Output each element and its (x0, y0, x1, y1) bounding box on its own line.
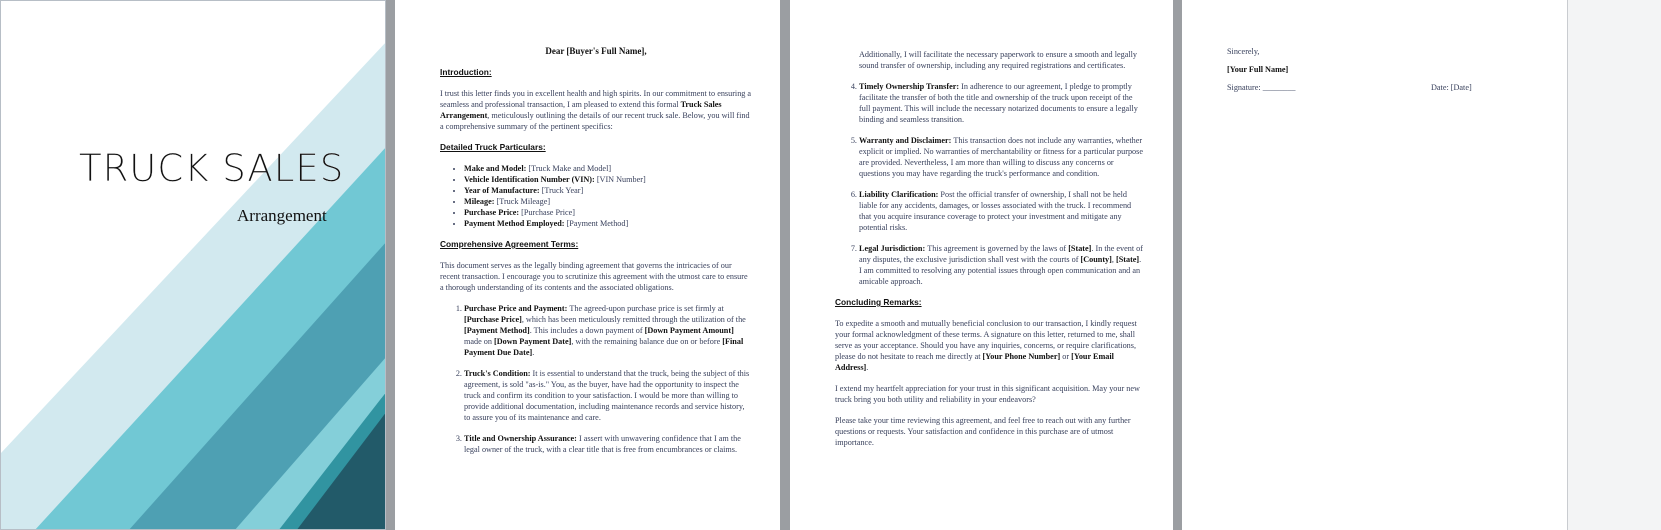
concluding-paragraph-1 (835, 318, 1145, 373)
text-run: Additionally, I will facilitate the necessary paperwork to ensure a smooth and legally sound transfer of ownership, including any required registrations and certificates. (859, 50, 1137, 70)
bold-text: Warranty and Disclaimer: (859, 136, 954, 145)
bold-text: Timely Ownership Transfer: (859, 82, 962, 91)
text-run: Post the official transfer of ownership, I shall not be held liable for any accidents, damages, or losses associated with the truck. I recommend that you acquire insurance coverage to protect your investment and mitigate any potential risks. (859, 190, 1132, 232)
bold-text: Liability Clarification: (859, 190, 941, 199)
particulars-list (440, 163, 752, 229)
list-item (859, 81, 1145, 125)
closing: Sincerely, (1227, 47, 1260, 56)
text-run: [Payment Method] (566, 219, 629, 228)
bold-text: [Your Email Address] (835, 352, 1114, 372)
terms-list-continued (835, 81, 1145, 287)
terms-list (440, 303, 752, 455)
list-item (859, 243, 1145, 287)
bold-text: Purchase Price and Payment: (464, 304, 570, 313)
list-item (464, 303, 752, 358)
list-item (859, 189, 1145, 233)
bold-text: Year of Manufacture: (464, 186, 542, 195)
list-item (464, 185, 752, 196)
bold-text: [Payment Method] (464, 326, 530, 335)
viewer-background (1567, 0, 1661, 530)
text-run: . I am committed to resolving any potential issues through open communication and an amicable approach. (859, 255, 1142, 286)
bold-text: Vehicle Identification Number (VIN): (464, 175, 597, 184)
list-item (464, 196, 752, 207)
terms-paragraph (440, 260, 752, 293)
text-run: Please take your time reviewing this agreement, and feel free to reach out with any further questions or requests. Your satisfaction and confidence in this purchase are of utmost importance. (835, 416, 1131, 447)
page-4 (1182, 0, 1567, 530)
salutation: Dear [Buyer's Full Name], (545, 46, 647, 56)
heading-introduction: Introduction: (440, 67, 492, 77)
cover-title: TRUCK SALES (79, 147, 345, 190)
list-item (464, 368, 752, 423)
list-item (464, 163, 752, 174)
cover-subtitle: Arrangement (237, 206, 327, 225)
bold-text: [Your Phone Number] (982, 352, 1061, 361)
bold-text: [Purchase Price] (464, 315, 522, 324)
heading-truck-particulars: Detailed Truck Particulars: (440, 142, 546, 152)
text-run: This document serves as the legally binding agreement that governs the intricacies of our recent transaction. I encourage you to scrutinize this agreement with the utmost care to ensure a thorough understanding of its contents and the associated obligations. (440, 261, 748, 292)
heading-concluding-remarks: Concluding Remarks: (835, 297, 922, 307)
text-run: . This includes a down payment of (529, 326, 645, 335)
bold-text: Truck Sales Arrangement (440, 100, 722, 120)
text-run: [Truck Mileage] (496, 197, 551, 206)
text-run: This agreement is governed by the laws of (927, 244, 1069, 253)
list-item (859, 135, 1145, 179)
text-run: In adherence to our agreement, I pledge to promptly facilitate the transfer of both the title and ownership of the truck upon receipt of the full payment. This will include the necessary notarized documents to ensure a legally binding and seamless transition. (859, 82, 1138, 124)
bold-text: Truck's Condition: (464, 369, 533, 378)
continued-paragraph (859, 49, 1145, 71)
text-run: It is essential to understand that the truck, being the subject of this agreement, is sold "as-is." You, as the buyer, have had the opportunity to inspect the truck and confirm its condition to your satisfaction. I would be more than willing to provide additional documentation, including maintenance records and service history, to assure you of its maintenance and care. (464, 369, 750, 422)
text-run: or (1060, 352, 1072, 361)
text-run: [VIN Number] (596, 175, 646, 184)
text-run: , (1111, 255, 1116, 264)
page-3 (790, 0, 1173, 530)
page-cover (0, 0, 386, 530)
sender-name: [Your Full Name] (1227, 65, 1289, 74)
text-run: To expedite a smooth and mutually beneficial conclusion to our transaction, I kindly request your formal acknowledgment of these terms. A signature on this letter, returned to me, shall serve as your acceptance. Should you have any inquiries, concerns, or require clarifications, please do not hesitate to reach me directly at (835, 319, 1137, 361)
list-item (464, 174, 752, 185)
bold-text: [Down Payment Amount] (644, 326, 734, 335)
text-run: The agreed-upon purchase price is set firmly at (569, 304, 724, 313)
bold-text: [Final Payment Due Date] (464, 337, 744, 357)
text-run: [Truck Year] (541, 186, 584, 195)
list-item (464, 207, 752, 218)
concluding-paragraph-3 (835, 415, 1145, 448)
list-item (464, 218, 752, 229)
bold-text: Payment Method Employed: (464, 219, 567, 228)
list-item (464, 433, 752, 455)
text-run: . (866, 363, 869, 372)
text-run: [Truck Make and Model] (528, 164, 612, 173)
page-2 (395, 0, 780, 530)
text-run: , meticulously outlining the details of our recent truck sale. Below, you will find a comprehensive summary of the pertinent specifics: (440, 111, 750, 131)
text-run: I assert with unwavering confidence that I am the legal owner of the truck, with a clear title that is free from encumbrances or claims. (464, 434, 741, 454)
text-run: made on (464, 337, 495, 346)
heading-agreement-terms: Comprehensive Agreement Terms: (440, 239, 579, 249)
bold-text: Legal Jurisdiction: (859, 244, 928, 253)
bold-text: [County] (1080, 255, 1112, 264)
concluding-paragraph-2 (835, 383, 1145, 405)
bold-text: Mileage: (464, 197, 497, 206)
bold-text: [Down Payment Date] (494, 337, 572, 346)
text-run: . (532, 348, 535, 357)
bold-text: Title and Ownership Assurance: (464, 434, 579, 443)
bold-text: Make and Model: (464, 164, 529, 173)
bold-text: Purchase Price: (464, 208, 522, 217)
intro-paragraph (440, 88, 752, 132)
text-run: I extend my heartfelt appreciation for your trust in this significant acquisition. May your new truck bring you both utility and reliability in your endeavors? (835, 384, 1140, 404)
text-run: I trust this letter finds you in excellent health and high spirits. In our commitment to ensuring a seamless and professional transaction, I am pleased to extend this formal (440, 89, 752, 109)
text-run: , with the remaining balance due on or before (571, 337, 723, 346)
bold-text: [State] (1068, 244, 1092, 253)
text-run: . In the event of any disputes, the exclusive jurisdiction shall vest with the courts of (859, 244, 1143, 264)
date-field: Date: [Date] (1431, 83, 1472, 92)
text-run: , which has been meticulously remitted through the utilization of the (521, 315, 746, 324)
cover-stripes-graphic (1, 1, 386, 530)
bold-text: [State] (1115, 255, 1140, 264)
signature-line: Signature: ________ (1227, 83, 1296, 92)
text-run: This transaction does not include any warranties, whether explicit or implied. No warranties of merchantability or fitness for a particular purpose are provided. Nevertheless, I am more than willing to discuss any concerns or questions you may have regarding the truck's performance and condition. (859, 136, 1143, 178)
text-run: [Purchase Price] (521, 208, 576, 217)
